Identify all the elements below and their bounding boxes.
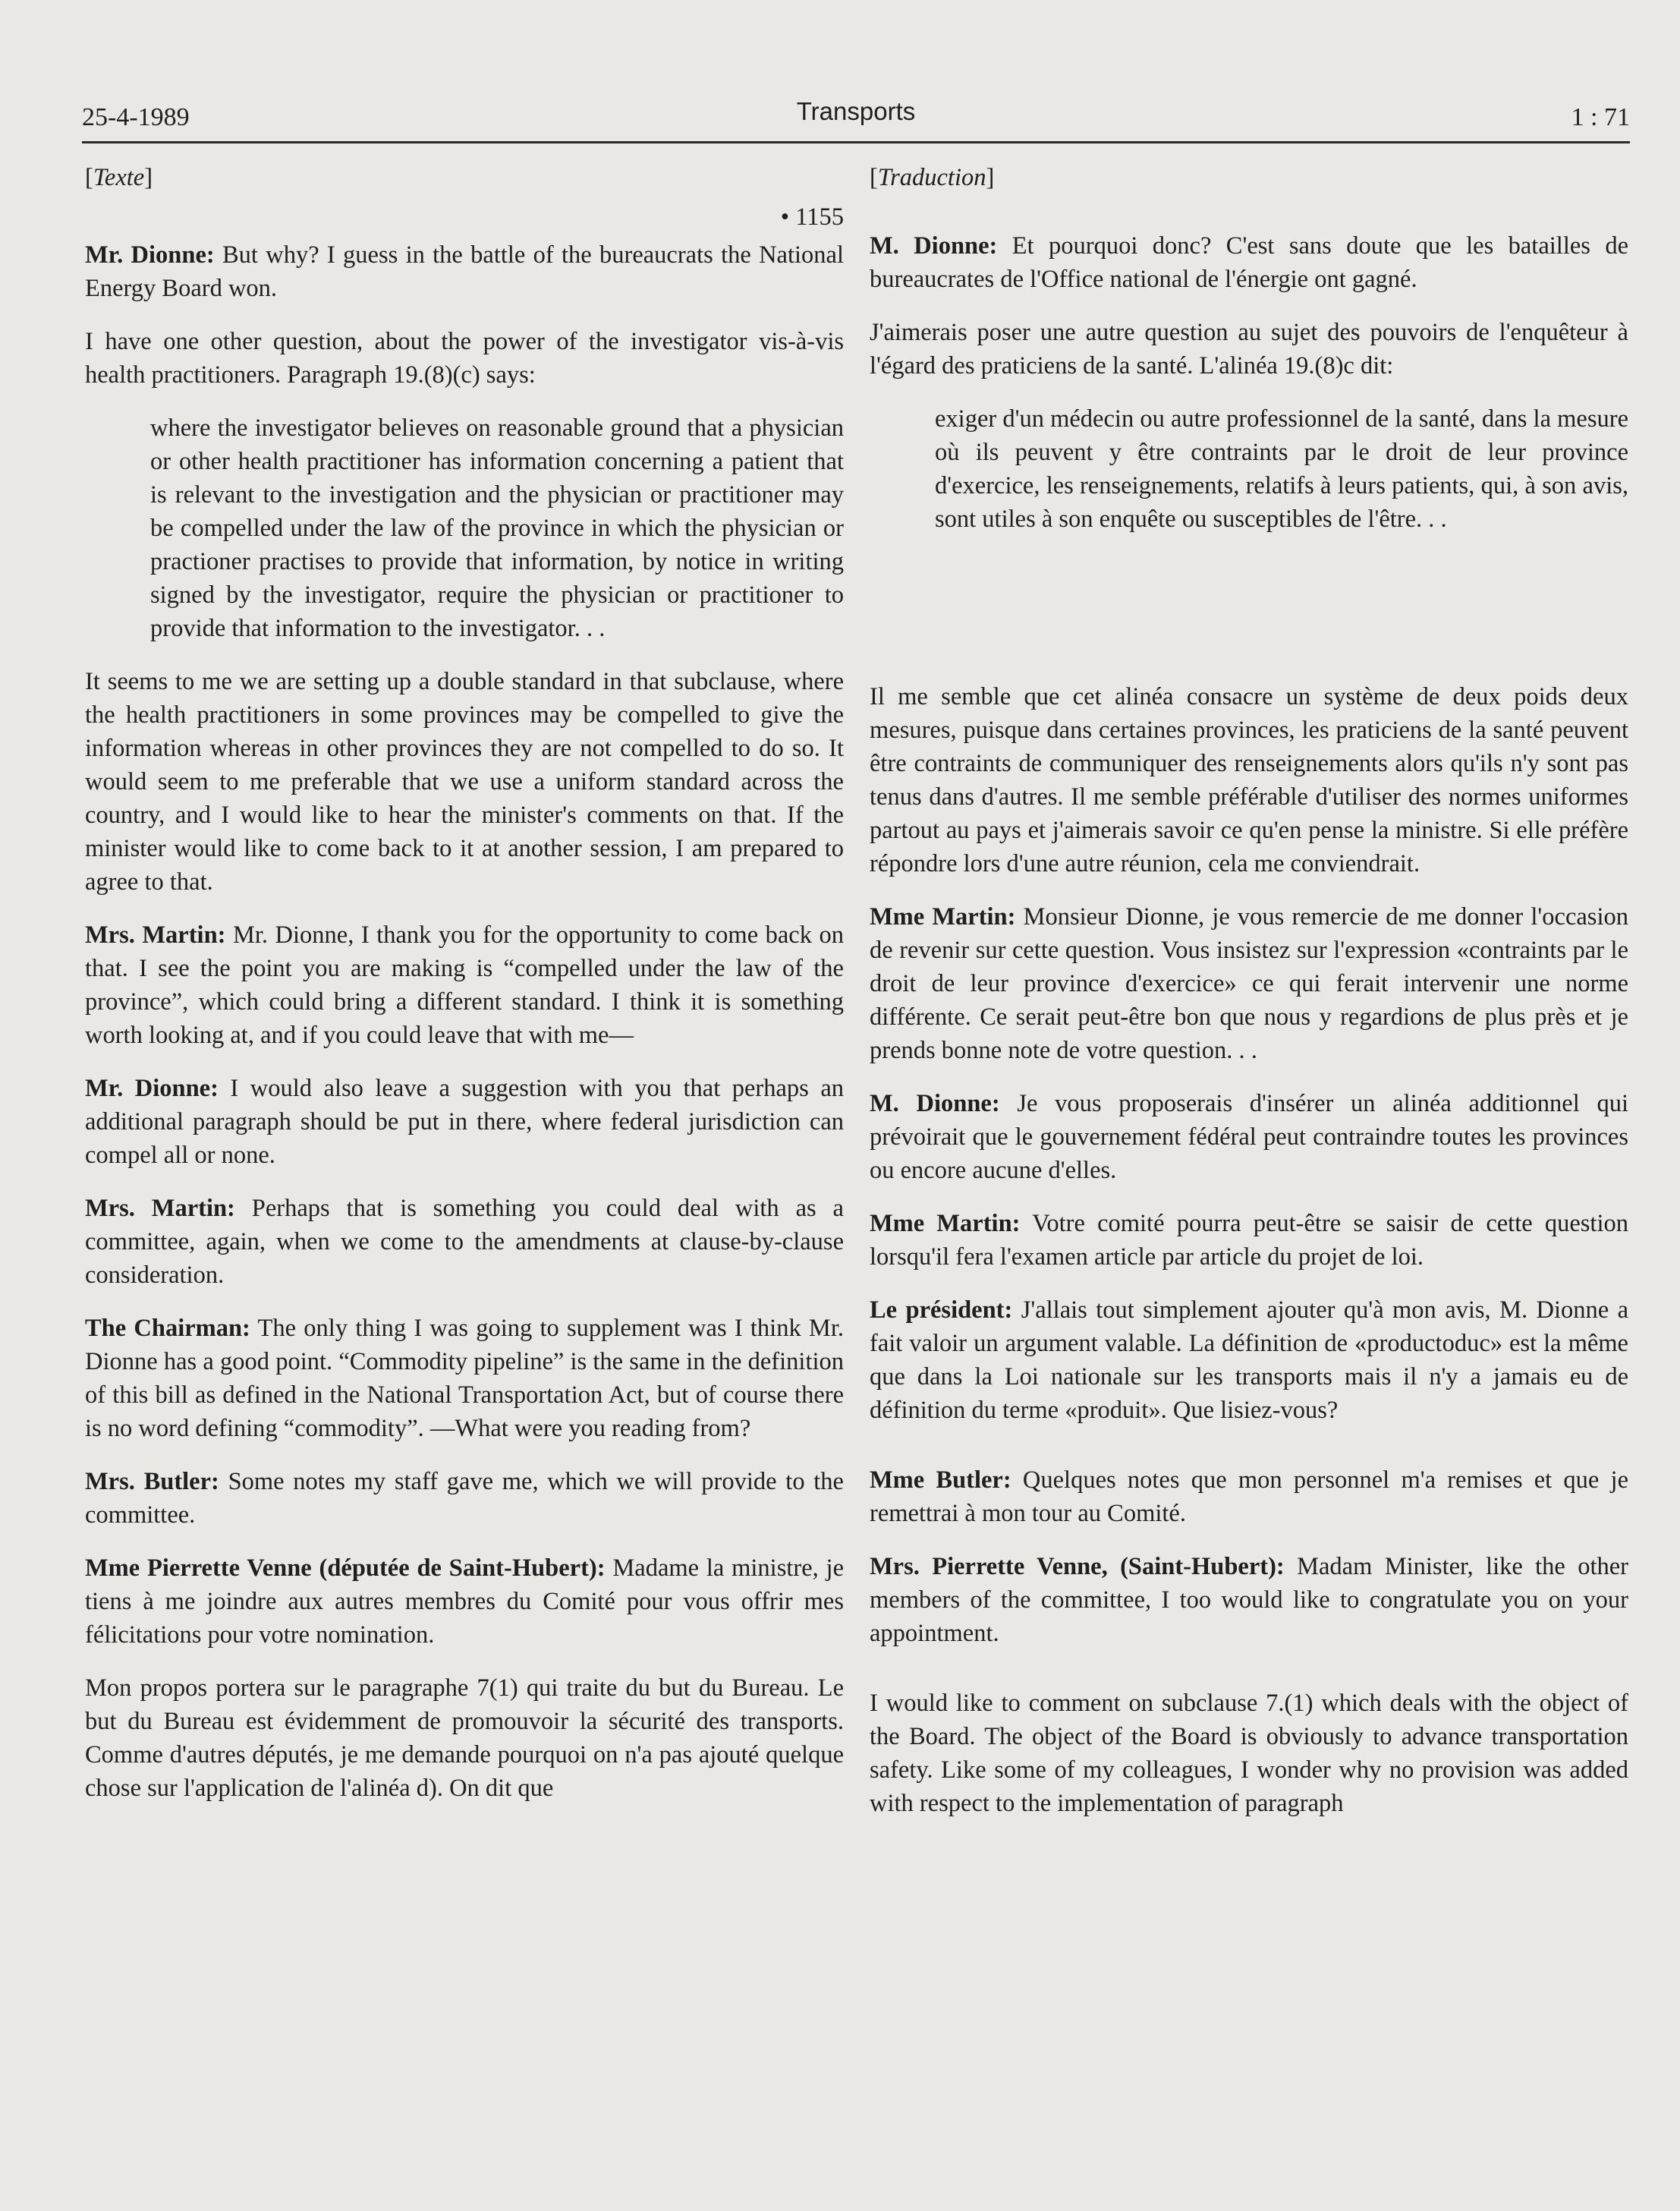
speaker: Mme Martin: [870,1210,1021,1237]
paragraph: It seems to me we are setting up a double standard in that subclause, where the health practitioners in some provinces may be compelled to give the information whereas in other provinces they are not compelled to do so. It would seem to me preferable that we use a uniform standard across the country, and I would like to hear the minister's comments on that. If the minister would like to come back to it at another session, I am prepared to agree to that. [85,668,844,896]
paragraph: I would like to comment on subclause 7.(1) which deals with the object of the Board. The object of the Board is obviously to advance transportation safety. Like some of my colleagues, I wonder why no provision was added with respect to the implementation of paragraph [870,1690,1628,1817]
speaker: Mme Martin: [870,903,1016,931]
paragraph: Mrs. Martin: Mr. Dionne, I thank you for the opportunity to come back on that. I see the point you are making is “compelled under the law of the province”, which could bring a different standard. I think it is something worth looking at, and if you could leave that with me— [85,921,844,1049]
speaker: Mrs. Martin: [85,921,226,949]
speaker: Le président: [870,1296,1013,1324]
right-column [870,161,1628,1840]
paragraph: Mrs. Pierrette Venne, (Saint-Hubert): Madam Minister, like the other members of the committee, I too would like to congratulate you on your appointment. [870,1553,1629,1647]
speaker: Mrs. Pierrette Venne, (Saint-Hubert): [870,1553,1285,1580]
block-quote: where the investigator believes on reasonable ground that a physician or other health practitioner has information concerning a patient that is relevant to the investigation and the physician or practitioner may be compelled under the law of the province in which the physician or practioner practises to provide that information, by notice in writing signed by the investigator, require the physician or practitioner to provide that information to the investigator. . . [150,414,844,642]
paragraph: Mon propos portera sur le paragraphe 7(1) qui traite du but du Bureau. Le but du Bureau est évidemment de promouvoir la sécurité des transports. Comme d'autres députés, je me demande pourquoi on n'a pas ajouté quelque chose sur l'application de l'alinéa d). On dit que [85,1674,844,1802]
paragraph: M. Dionne: Et pourquoi donc? C'est sans doute que les batailles de bureaucrates de l'Office national de l'énergie ont gagné. [870,232,1629,293]
speaker: M. Dionne: [870,1090,1000,1117]
speaker: Mrs. Butler: [85,1468,219,1495]
paragraph: Mme Pierrette Venne (députée de Saint-Hubert): Madame la ministre, je tiens à me joindre aux autres membres du Comité pour vous offrir mes félicitations pour votre nomination. [85,1554,844,1649]
paragraph: I have one other question, about the power of the investigator vis-à-vis health practitioners. Paragraph 19.(8)(c) says: [85,328,844,389]
header-rule [82,141,1630,143]
speaker: The Chairman: [85,1315,250,1342]
paragraph: Mme Butler: Quelques notes que mon personnel m'a remises et que je remettrai à mon tour au Comité. [870,1466,1629,1527]
speaker: Mrs. Martin: [85,1195,235,1222]
paragraph: The Chairman: The only thing I was going to supplement was I think Mr. Dionne has a good point. “Commodity pipeline” is the same in the definition of this bill as defined in the National Transportation Act, but of course there is no word defining “commodity”. —What were you reading from? [85,1315,844,1442]
speaker: Mr. Dionne: [85,241,215,269]
page-header [82,97,1630,140]
language-tag: [Texte] [85,164,153,191]
paragraph: Mr. Dionne: I would also leave a suggestion with you that perhaps an additional paragraph should be put in there, where federal jurisdiction can compel all or none. [85,1075,844,1169]
speaker: Mme Butler: [870,1466,1011,1494]
paragraph: M. Dionne: Je vous proposerais d'insérer un alinéa additionnel qui prévoirait que le gouvernement fédéral peut contraindre toutes les provinces ou encore aucune d'elles. [870,1090,1629,1184]
block-quote: exiger d'un médecin ou autre professionnel de la santé, dans la mesure où ils peuvent y être contraints par le droit de leur province d'exercice, les renseignements, relatifs à leurs patients, qui, à son avis, sont utiles à son enquête ou susceptibles de l'être. . . [935,405,1628,533]
header-date: 25-4-1989 [82,103,190,131]
time-marker: • 1155 [780,203,844,231]
paragraph: Mr. Dionne: But why? I guess in the battle of the bureaucrats the National Energy Board won. [85,241,844,302]
paragraph: Mrs. Martin: Perhaps that is something you could deal with as a committee, again, when we come to the amendments at clause-by-clause consideration. [85,1195,844,1289]
paragraph: Mme Martin: Votre comité pourra peut-être se saisir de cette question lorsqu'il fera l'examen article par article du projet de loi. [870,1210,1628,1271]
paragraph: Mme Martin: Monsieur Dionne, je vous remercie de me donner l'occasion de revenir sur cette question. Vous insistez sur l'expression «contraints par le droit de leur province d'exercice» ce qui ferait intervenir une norme différente. Ce serait peut-être bon que nous y regardions de plus près et je prends bonne note de votre question. . . [870,903,1628,1064]
header-page-number: 1 : 71 [1571,103,1630,131]
paragraph: Il me semble que cet alinéa consacre un système de deux poids deux mesures, puisque dans certaines provinces, les praticiens de la santé peuvent être contraints de communiquer des renseignements alors qu'ils n'y sont pas tenus dans d'autres. Il me semble préférable d'utiliser des normes uniformes partout au pays et j'aimerais savoir ce qu'en pense la ministre. Si elle préfère répondre lors d'une autre réunion, cela me conviendrait. [870,683,1628,877]
language-tag: [Traduction] [870,164,995,191]
speaker: Mr. Dionne: [85,1075,219,1102]
left-column [85,161,844,1825]
paragraph: Le président: J'allais tout simplement ajouter qu'à mon avis, M. Dionne a fait valoir un argument valable. La définition de «productoduc» est la même que dans la Loi nationale sur les transports mais il n'y a jamais eu de définition du terme «produit». Que lisiez-vous? [870,1296,1628,1424]
paragraph: Mrs. Butler: Some notes my staff gave me, which we will provide to the committee. [85,1468,844,1529]
speaker: M. Dionne: [870,232,998,260]
paragraph: J'aimerais poser une autre question au sujet des pouvoirs de l'enquêteur à l'égard des praticiens de la santé. L'alinéa 19.(8)c dit: [870,319,1628,380]
header-title: Transports [796,97,916,125]
speaker: Mme Pierrette Venne (députée de Saint-Hubert): [85,1554,606,1582]
